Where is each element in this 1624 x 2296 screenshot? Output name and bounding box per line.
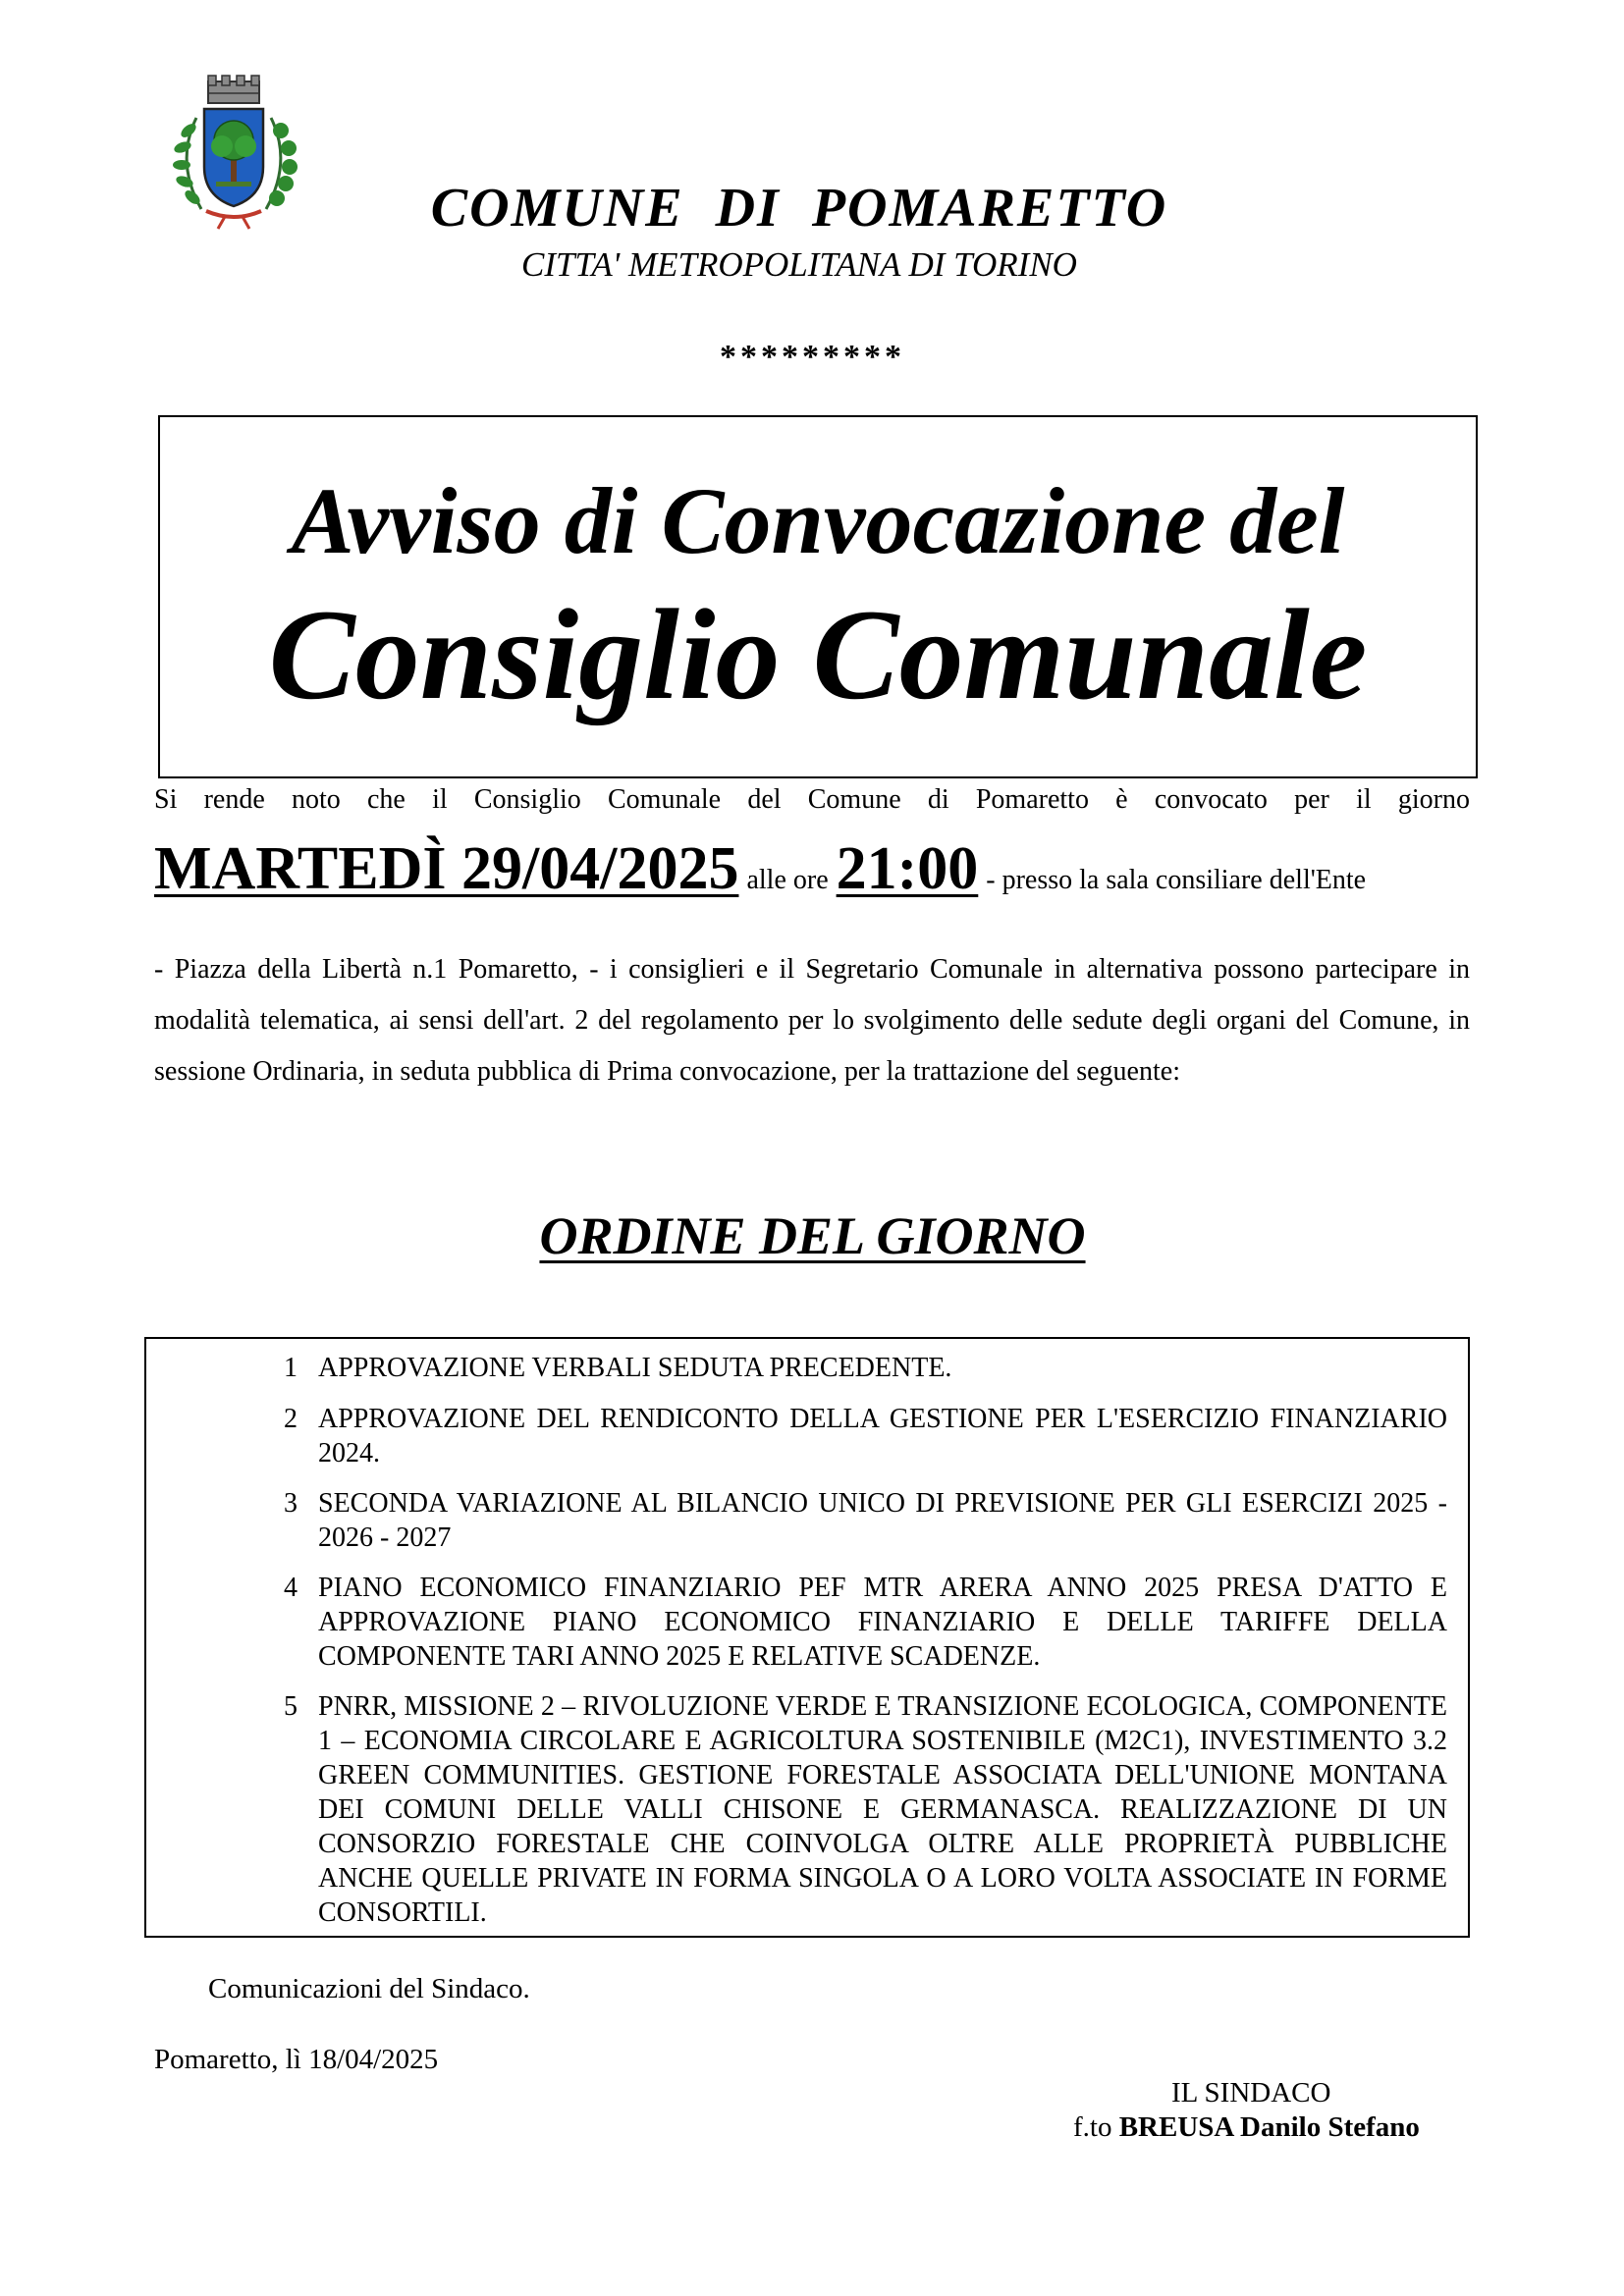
meeting-line <box>154 834 1470 913</box>
title-box <box>158 415 1478 778</box>
title-line-1: Avviso di Convocazione del <box>291 468 1345 573</box>
meeting-time: 21:00 <box>836 835 979 902</box>
signature-name: BREUSA Danilo Stefano <box>1118 2111 1420 2143</box>
agenda-heading: ORDINE DEL GIORNO <box>539 1206 1086 1265</box>
alle-ore-label: alle ore <box>746 865 829 895</box>
agenda-item-number: 3 <box>284 1488 298 1519</box>
body-paragraph: - Piazza della Libertà n.1 Pomaretto, - i consiglieri e il Segretario Comunale in alternativa possono partecipare in modalità telematica, ai sensi dell'art. 2 del regolamento per lo svolgimento delle sedute degli organi del Comune, in sessione Ordinaria, in seduta pubblica di Prima convocazione, per la trattazione del seguente: <box>154 954 1470 1087</box>
signature-prefix: f.to <box>1073 2111 1112 2143</box>
comunicazioni-sindaco: Comunicazioni del Sindaco. <box>208 1973 530 2004</box>
signature-title: IL SINDACO <box>1171 2077 1331 2109</box>
agenda-box <box>144 1337 1470 1938</box>
agenda-item <box>284 1486 1462 1555</box>
signature-line <box>1073 2111 1420 2144</box>
agenda-item-number: 5 <box>284 1691 298 1722</box>
agenda-item-number: 1 <box>284 1353 298 1383</box>
title-line-2: Consiglio Comunale <box>268 582 1368 726</box>
agenda-item-text: PNRR, MISSIONE 2 – RIVOLUZIONE VERDE E TRANSIZIONE ECOLOGICA, COMPONENTE 1 – ECONOMIA CIRCOLARE E AGRICOLTURA SOSTENIBILE (M2C1), INVESTIMENTO 3.2 GREEN COMMUNITIES. GESTIONE FORESTALE ASSOCIATA DELL'UNIONE MONTANA DEI COMUNI DELLE VALLI CHISONE E GERMANASCA. REALIZZAZIONE DI UN CONSORZIO FORESTALE CHE COINVOLGA OLTRE ALLE PROPRIETÀ PUBBLICHE ANCHE QUELLE PRIVATE IN FORMA SINGOLA O A LORO VOLTA ASSOCIATE IN FORME CONSORTILI. <box>318 1691 1447 1928</box>
agenda-item-number: 4 <box>284 1573 298 1603</box>
meeting-location: - presso la sala consiliare dell'Ente <box>986 865 1367 895</box>
coat-of-arms-icon <box>147 74 319 236</box>
agenda-item-text: APPROVAZIONE DEL RENDICONTO DELLA GESTIONE PER L'ESERCIZIO FINANZIARIO 2024. <box>318 1404 1447 1468</box>
agenda-item-text: PIANO ECONOMICO FINANZIARIO PEF MTR ARERA ANNO 2025 PRESA D'ATTO E APPROVAZIONE PIANO ECONOMICO FINANZIARIO E DELLE TARIFFE DELLA COMPONENTE TARI ANNO 2025 E RELATIVE SCADENZE. <box>318 1573 1447 1672</box>
agenda-item <box>284 1689 1462 1930</box>
intro-text: Si rende noto che il Consiglio Comunale del Comune di Pomaretto è convocato per il giorno <box>154 784 1470 815</box>
place-and-date: Pomaretto, lì 18/04/2025 <box>154 2044 439 2075</box>
citta-metropolitana: CITTA' METROPOLITANA DI TORINO <box>521 245 1077 284</box>
comune-name: COMUNE DI POMARETTO <box>430 178 1168 239</box>
separator-stars: ********* <box>720 339 905 375</box>
meeting-date: MARTEDÌ 29/04/2025 <box>154 835 739 902</box>
agenda-item-text: APPROVAZIONE VERBALI SEDUTA PRECEDENTE. <box>318 1353 952 1383</box>
agenda-item <box>284 1351 1462 1385</box>
agenda-item <box>284 1571 1462 1674</box>
agenda-item-number: 2 <box>284 1404 298 1434</box>
agenda-item-text: SECONDA VARIAZIONE AL BILANCIO UNICO DI PREVISIONE PER GLI ESERCIZI 2025 - 2026 - 2027 <box>318 1488 1447 1553</box>
agenda-item <box>284 1402 1462 1470</box>
